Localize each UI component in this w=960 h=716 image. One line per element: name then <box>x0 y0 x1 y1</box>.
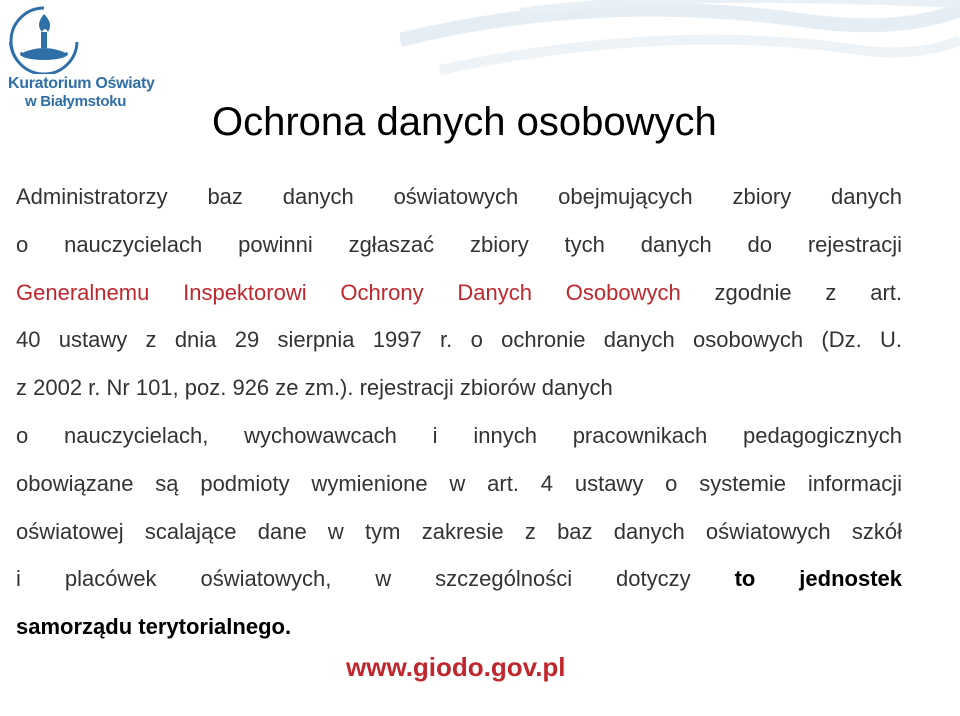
paragraph-line: z 2002 r. Nr 101, poz. 926 ze zm.). rejestracji zbiorów danych <box>16 375 613 401</box>
paragraph-line-rest: zgodnie z art. <box>680 279 902 305</box>
kuratorium-logo <box>4 2 155 110</box>
bold-emphasis: samorządu terytorialnego. <box>16 614 292 640</box>
paragraph-line: o nauczycielach, wychowawcach i innych pracownikach pedagogicznych <box>16 422 902 448</box>
paragraph-line: obowiązane są podmioty wymienione w art. 4 ustawy o systemie informacji <box>16 470 902 496</box>
main-paragraph <box>16 173 902 651</box>
paragraph-line: Administratorzy baz danych oświatowych obejmujących zbiory danych <box>16 184 902 209</box>
paragraph-line: 40 ustawy z dnia 29 sierpnia 1997 r. o ochronie danych osobowych (Dz. U. <box>16 327 902 353</box>
paragraph-line <box>16 269 902 317</box>
bold-emphasis: to jednostek <box>734 566 903 592</box>
logo-text-line1: Kuratorium Oświaty <box>8 75 155 92</box>
page-title: Ochrona danych osobowych <box>212 100 717 144</box>
paragraph-line: o nauczycielach powinni zgłaszać zbiory tych danych do rejestracji <box>16 231 902 257</box>
logo-text-line2: w Białymstoku <box>25 93 127 110</box>
paragraph-line: oświatowej scalające dane w tym zakresie z baz danych oświatowych szkół <box>16 518 902 544</box>
decorative-background-swirls <box>400 0 960 90</box>
giodo-website-link[interactable]: www.giodo.gov.pl <box>346 652 566 682</box>
torch-book-emblem-icon <box>4 2 84 74</box>
giodo-name-highlight: Generalnemu Inspektorowi Ochrony Danych Osobowych <box>16 279 681 305</box>
paragraph-line <box>16 603 902 651</box>
paragraph-line <box>16 555 902 603</box>
paragraph-line-start: i placówek oświatowych, w szczególności dotyczy <box>16 566 735 592</box>
